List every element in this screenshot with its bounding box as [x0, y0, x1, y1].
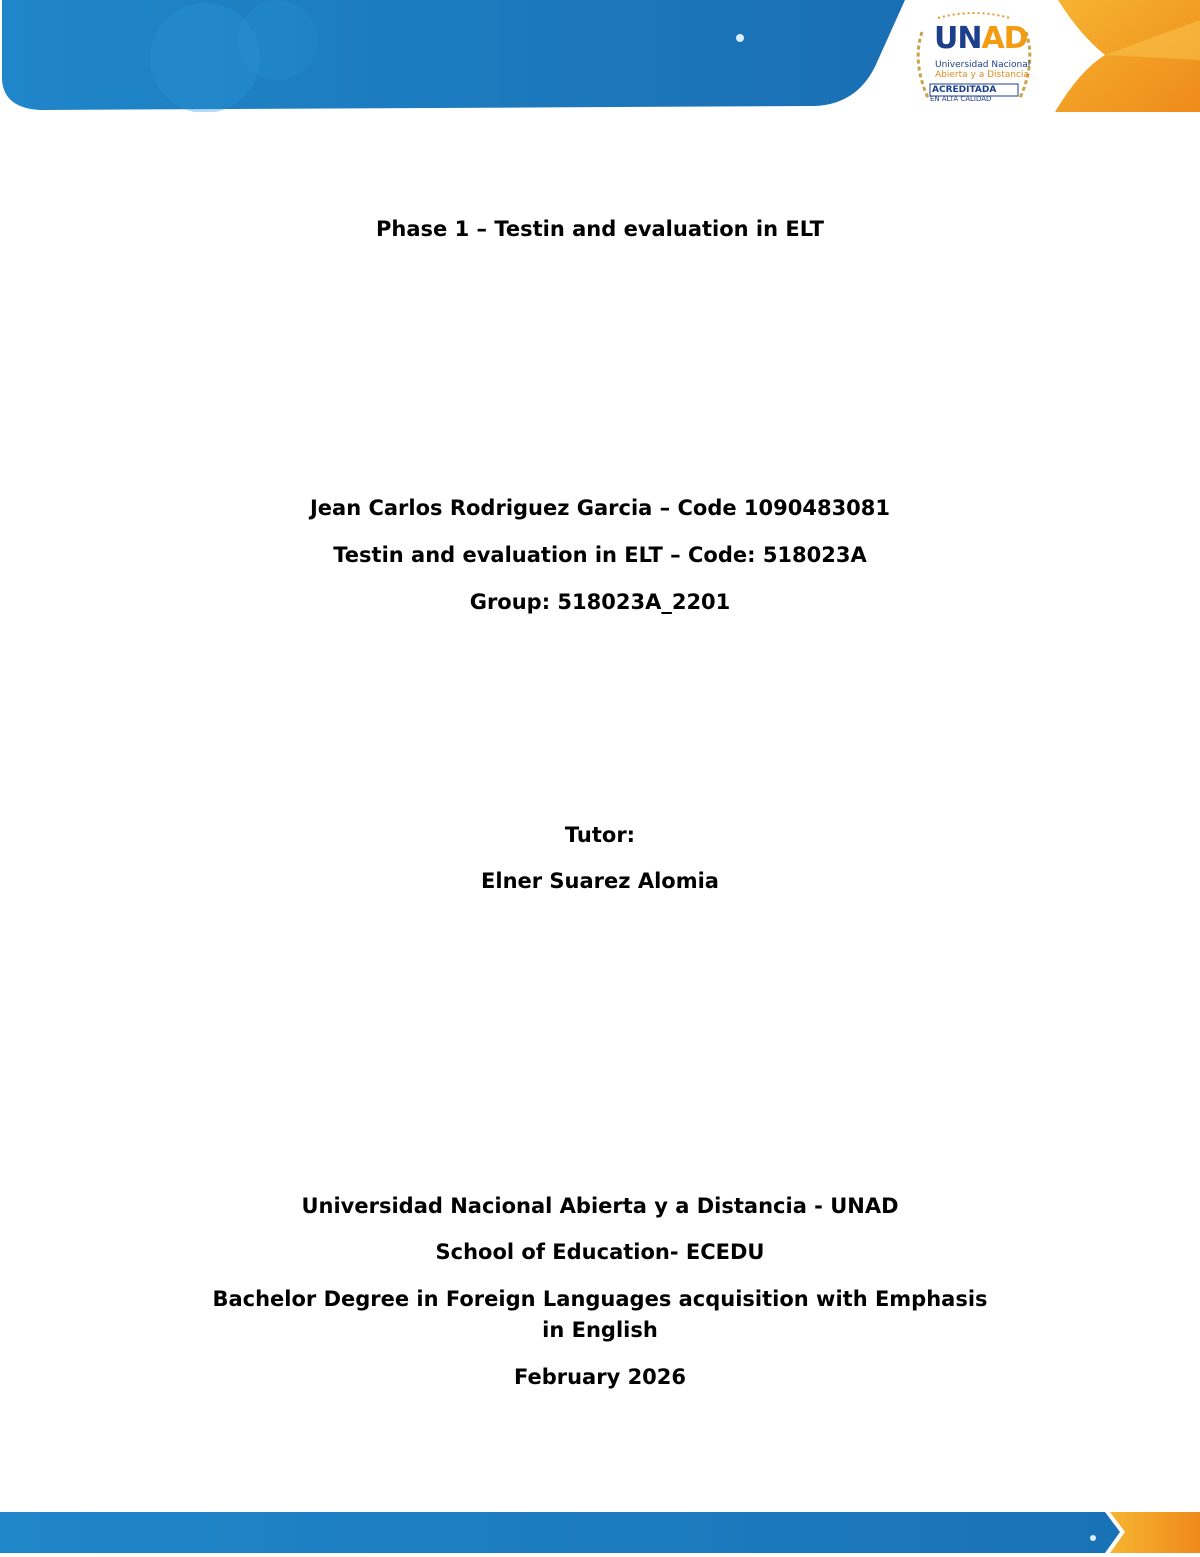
logo-subtitle-1: Universidad Nacional	[935, 60, 1031, 70]
university-name: Universidad Nacional Abierta y a Distancia - UNAD	[301, 1194, 899, 1218]
header-blue-circle-2	[238, 0, 318, 80]
header-blue-shape	[2, 0, 905, 110]
logo-subtitle-2: Abierta y a Distancia	[935, 70, 1029, 80]
student-name-code: Jean Carlos Rodriguez Garcia – Code 1090483081	[309, 496, 891, 520]
degree-line-1: Bachelor Degree in Foreign Languages acquisition with Emphasis	[212, 1287, 988, 1311]
footer-orange-shape	[1110, 1512, 1200, 1553]
tutor-name: Elner Suarez Alomia	[481, 869, 719, 893]
footer-decoration	[0, 1512, 1200, 1553]
footer-dot	[1090, 1535, 1096, 1541]
school-name: School of Education- ECEDU	[435, 1240, 765, 1264]
logo-brand: UNAD	[934, 21, 1028, 56]
footer-banner	[0, 1512, 1200, 1553]
course-name-code: Testin and evaluation in ELT – Code: 518023A	[333, 543, 867, 567]
logo-badge-sub: EN ALTA CALIDAD	[930, 95, 992, 103]
document-date: February 2026	[513, 1365, 687, 1389]
header-banner	[0, 0, 1200, 112]
logo-badge: ACREDITADA	[932, 85, 997, 95]
degree-line-2: in English	[542, 1318, 658, 1342]
group-code: Group: 518023A_2201	[469, 590, 731, 614]
footer-blue-shape	[0, 1512, 1120, 1553]
header-dot	[736, 34, 744, 42]
tutor-label: Tutor:	[564, 823, 636, 847]
unad-logo	[908, 12, 1040, 112]
page-title: Phase 1 – Testin and evaluation in ELT	[376, 217, 824, 241]
